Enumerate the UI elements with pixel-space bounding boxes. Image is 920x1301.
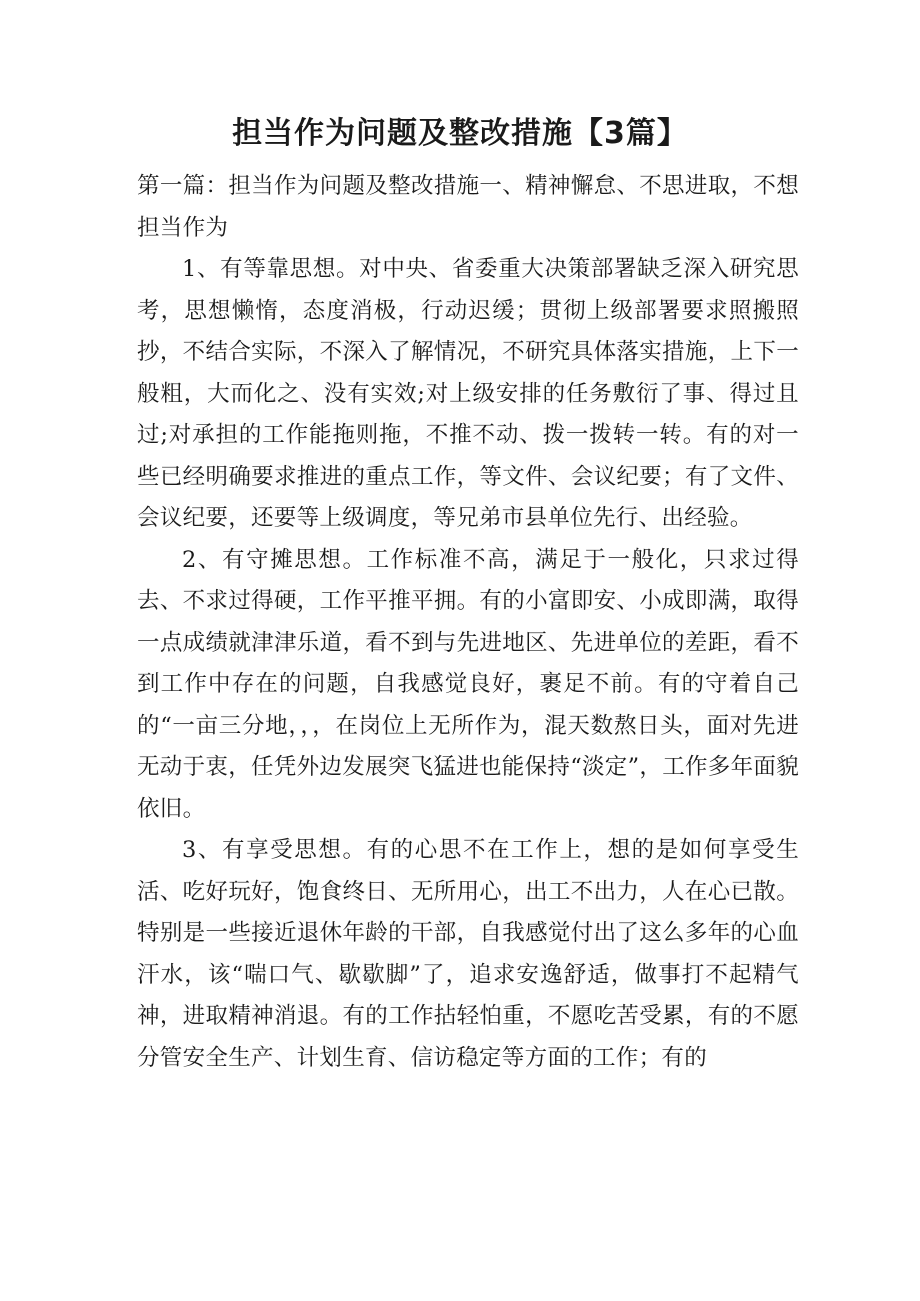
section-heading: 第一篇：担当作为问题及整改措施一、精神懈怠、不思进取，不想担当作为 [137,173,799,241]
paragraph-3: 3、有享受思想。有的心思不在工作上，想的是如何享受生活、吃好玩好，饱食终日、无所用心，出工不出力，人在心已散。特别是一些接近退休年龄的干部，自我感觉付出了这么多年的心血汗水，该“喘口气、歇歇脚”了，追求安逸舒适，做事打不起精气神，进取精神消退。有的工作拈轻怕重，不愿吃苦受累，有的不愿分管安全生产、计划生育、信访稳定等方面的工作；有的 [137,837,799,1071]
document-body [137,166,799,1079]
paragraph-2: 2、有守摊思想。工作标准不高，满足于一般化，只求过得去、不求过得硬，工作平推平拥。有的小富即安、小成即满，取得一点成绩就津津乐道，看不到与先进地区、先进单位的差距，看不到工作中存在的问题，自我感觉良好，裹足不前。有的守着自己的“一亩三分地，，，在岗位上无所作为，混天数熬日头，面对先进无动于衷，任凭外边发展突飞猛进也能保持“淡定”，工作多年面貌依旧。 [137,546,800,822]
document-title: 担当作为问题及整改措施【3篇】 [232,116,688,151]
paragraph-1: 1、有等靠思想。对中央、省委重大决策部署缺乏深入研究思考，思想懒惰，态度消极，行动迟缓；贯彻上级部署要求照搬照抄，不结合实际，不深入了解情况，不研究具体落实措施，上下一般粗，大而化之、没有实效;对上级安排的任务敷衍了事、得过且过;对承担的工作能拖则拖，不推不动、拨一拨转一转。有的对一些已经明确要求推进的重点工作，等文件、会议纪要；有了文件、会议纪要，还要等上级调度，等兄弟市县单位先行、出经验。 [137,256,799,531]
